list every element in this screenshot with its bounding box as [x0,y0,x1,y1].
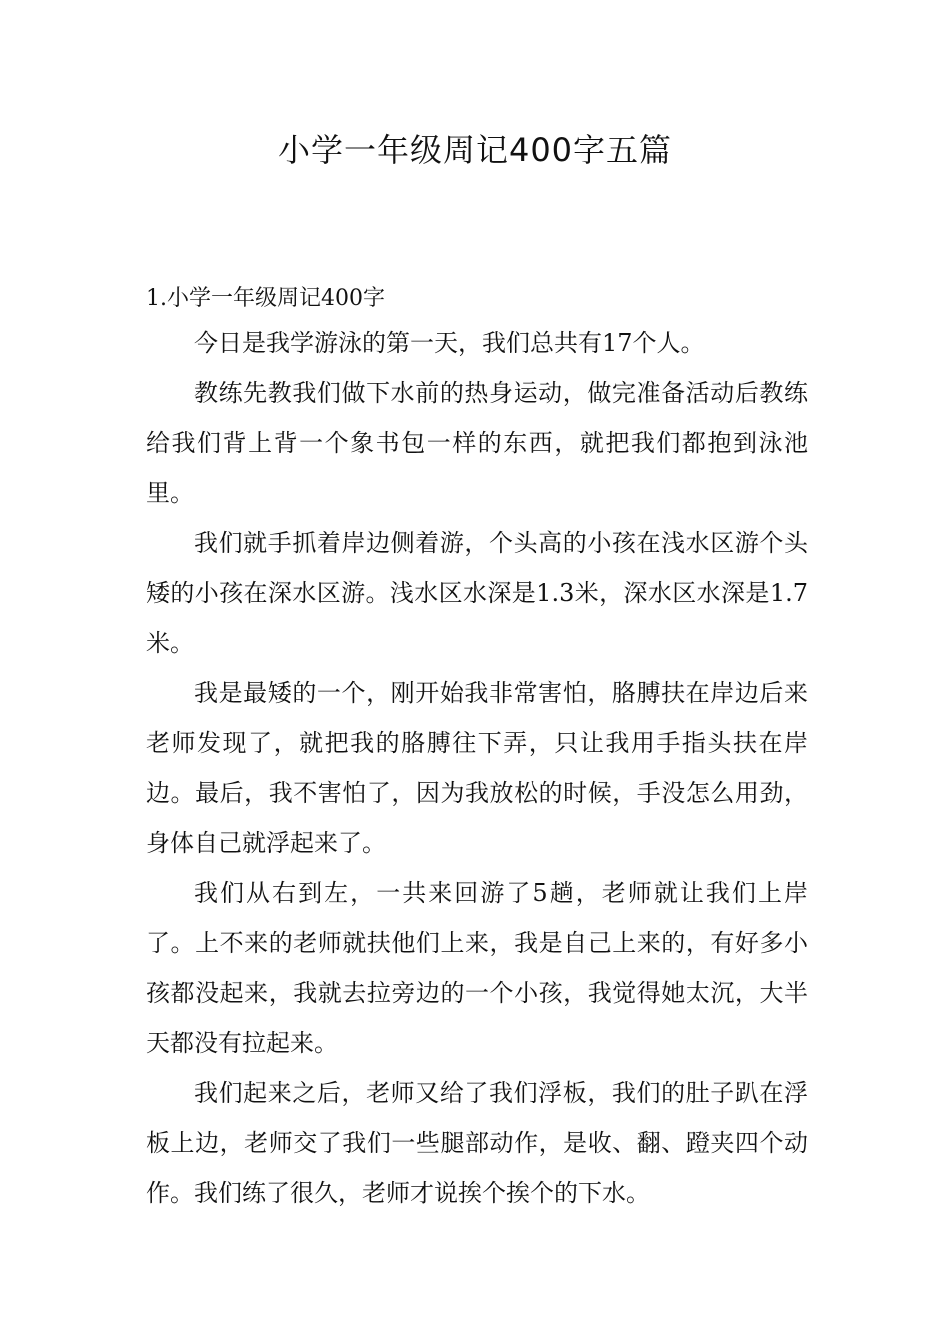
paragraph: 我们从右到左，一共来回游了5趟，老师就让我们上岸了。上不来的老师就扶他们上来，我是自己上来的，有好多小孩都没起来，我就去拉旁边的一个小孩，我觉得她太沉，大半天都没有拉起来。 [146,879,808,1057]
paragraph: 今日是我学游泳的第一天，我们总共有17个人。 [194,329,705,357]
paragraph: 我们起来之后，老师又给了我们浮板，我们的肚子趴在浮板上边，老师交了我们一些腿部动作，是收、翻、蹬夹四个动作。我们练了很久，老师才说挨个挨个的下水。 [146,1079,808,1207]
paragraph: 我是最矮的一个，刚开始我非常害怕，胳膊扶在岸边后来老师发现了，就把我的胳膊往下弄，只让我用手指头扶在岸边。最后，我不害怕了，因为我放松的时候，手没怎么用劲，身体自己就浮起来了。 [146,679,808,857]
document-title: 小学一年级周记400字五篇 [277,131,673,169]
section-heading: 1.小学一年级周记400字 [146,286,385,311]
paragraph: 教练先教我们做下水前的热身运动，做完准备活动后教练给我们背上背一个象书包一样的东西，就把我们都抱到泳池里。 [146,379,808,507]
paragraph: 我们就手抓着岸边侧着游，个头高的小孩在浅水区游个头矮的小孩在深水区游。浅水区水深是1.3米，深水区水深是1.7米。 [146,529,808,657]
document-body [146,280,808,1218]
